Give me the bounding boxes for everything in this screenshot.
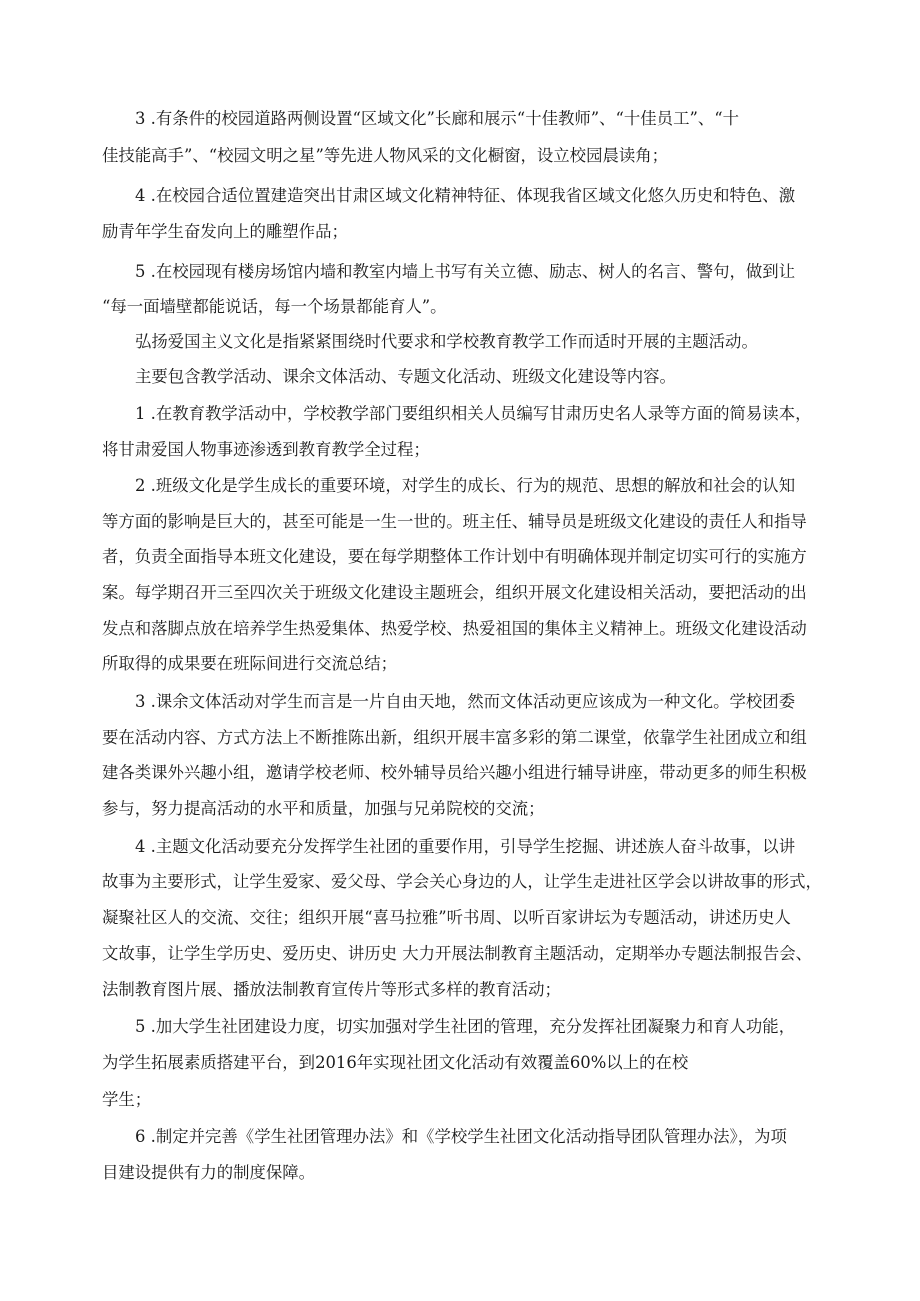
text-line: 4 .在校园合适位置建造突出甘肃区域文化精神特征、体现我省区域文化悠久历史和特色、激 <box>135 186 796 205</box>
text-line: 将甘肃爱国人物事迹渗透到教育教学全过程； <box>102 440 430 459</box>
text-line: 学生； <box>102 1090 152 1109</box>
text-line: 等方面的影响是巨大的，甚至可能是一生一世的。班主任、辅导员是班级文化建设的责任人和指导 <box>102 512 807 531</box>
text-line: 参与，努力提高活动的水平和质量，加强与兄弟院校的交流； <box>102 799 545 818</box>
text-line: 3 .有条件的校园道路两侧设置“区域文化”长廊和展示“十佳教师”、“十佳员工”、“十 <box>135 109 740 128</box>
text-line: 5 .加大学生社团建设力度，切实加强对学生社团的管理，充分发挥社团凝聚力和育人功能， <box>135 1017 796 1036</box>
text-line: 2 .班级文化是学生成长的重要环境，对学生的成长、行为的规范、思想的解放和社会的认知 <box>135 476 796 495</box>
text-line: 者，负责全面指导本班文化建设，要在每学期整体工作计划中有明确体现并制定切实可行的实施方 <box>102 547 807 566</box>
text-line: “每一面墙壁都能说话，每一个场景都能育人”。 <box>102 297 447 316</box>
text-line: 6 .制定并完善《学生社团管理办法》和《学校学生社团文化活动指导团队管理办法》，为项 <box>135 1127 787 1146</box>
text-line: 4 .主题文化活动要充分发挥学生社团的重要作用，引导学生挖掘、讲述族人奋斗故事，以讲 <box>135 837 796 856</box>
text-line: 主要包含教学活动、课余文体活动、专题文化活动、班级文化建设等内容。 <box>135 367 676 386</box>
text-line: 故事为主要形式，让学生爱家、爱父母、学会关心身边的人，让学生走进社区学会以讲故事的形式， <box>102 872 822 891</box>
text-line: 建各类课外兴趣小组，邀请学校老师、校外辅导员给兴趣小组进行辅导讲座，带动更多的师生积极 <box>102 763 807 782</box>
text-line: 励青年学生奋发向上的雕塑作品； <box>102 222 348 241</box>
text-line: 发点和落脚点放在培养学生热爱集体、热爱学校、热爱祖国的集体主义精神上。班级文化建设活动 <box>102 619 807 638</box>
text-line: 目建设提供有力的制度保障。 <box>102 1163 316 1182</box>
text-line: 要在活动内容、方式方法上不断推陈出新，组织开展丰富多彩的第二课堂，依靠学生社团成立和组 <box>102 728 807 747</box>
text-line: 3 .课余文体活动对学生而言是一片自由天地，然而文体活动更应该成为一种文化。学校团委 <box>135 692 796 711</box>
text-line: 为学生拓展素质搭建平台，到2016年实现社团文化活动有效覆盖60%以上的在校 <box>102 1053 689 1072</box>
text-line: 佳技能高手”、“校园文明之星”等先进人物风采的文化橱窗，设立校园晨读角； <box>102 146 669 165</box>
text-line: 凝聚社区人的交流、交往；组织开展“喜马拉雅”听书周、以听百家讲坛为专题活动，讲述历史人 <box>102 908 791 927</box>
text-line: 1 .在教育教学活动中，学校教学部门要组织相关人员编写甘肃历史名人录等方面的简易读本， <box>135 404 812 423</box>
text-line: 案。每学期召开三至四次关于班级文化建设主题班会，组织开展文化建设相关活动，要把活动的出 <box>102 583 807 602</box>
text-line: 所取得的成果要在班际间进行交流总结； <box>102 654 398 673</box>
text-line: 文故事，让学生学历史、爱历史、讲历史 大力开展法制教育主题活动，定期举办专题法制报告会、 <box>102 944 813 963</box>
text-line: 5 .在校园现有楼房场馆内墙和教室内墙上书写有关立德、励志、树人的名言、警句，做到让 <box>135 262 796 281</box>
text-line: 法制教育图片展、播放法制教育宣传片等形式多样的教育活动； <box>102 980 561 999</box>
text-line: 弘扬爱国主义文化是指紧紧围绕时代要求和学校教育教学工作而适时开展的主题活动。 <box>135 332 758 351</box>
